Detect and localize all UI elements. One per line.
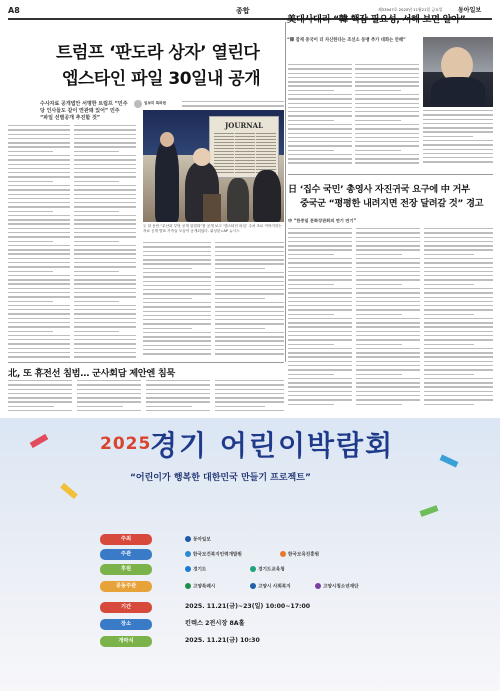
cohost-logo-2: 고양시 사회복지 — [250, 583, 291, 590]
expo-period-value: 2025. 11.21(금)~23(일) 10:00~17:00 — [185, 603, 311, 610]
organizer-logo-2: 한국보육진흥원 — [280, 551, 319, 558]
expo-opening-value: 2025. 11.21(금) 10:30 — [185, 637, 260, 644]
expo-row-label: 공동주관 — [100, 581, 152, 592]
person-face — [193, 148, 211, 166]
main-byline: 임보미 특파원 — [144, 101, 167, 105]
expo-row-label: 개막식 — [100, 636, 152, 647]
sponsor-logo-1: 경기도 — [185, 566, 206, 573]
sponsor-logo-2: 경기도교육청 — [250, 566, 285, 573]
main-photo-caption: 두 달 동안 “무산되 부당 공개 입법화”를 공개 보고 ‘엡스타인 파일’ 주차 조로 이야기하는 자료 공개 발표 가족들 모습이 공개되었다. 워싱턴=AP 뉴시스 — [143, 224, 282, 233]
main-headline-line2: 엡스타인 파일 30일내 공개 — [62, 69, 261, 89]
ribbon-decoration — [60, 483, 78, 499]
cohost-logo-3: 고양시청소년재단 — [315, 583, 359, 590]
expo-year: 2025 — [100, 434, 152, 454]
expo-row-label: 주관 — [100, 549, 152, 560]
issue-meta: 제33947호 2025년 11월21일 금요일 — [378, 7, 443, 12]
bottom-left-headline: 北, 또 휴전선 침범… 군사회담 제안엔 침묵 — [8, 368, 175, 379]
expo-row-label: 장소 — [100, 619, 152, 630]
person-figure — [227, 178, 249, 222]
ribbon-decoration — [30, 434, 49, 448]
person-face — [160, 132, 174, 147]
right1-body-col1 — [288, 64, 352, 168]
main-body-col2 — [74, 125, 136, 363]
right2-body-col3 — [424, 228, 493, 413]
right2-body-col2 — [356, 228, 420, 413]
right2-body-col1 — [288, 228, 352, 413]
expo-venue-value: 킨텍스 2전시장 8A홀 — [185, 620, 245, 627]
person-figure — [155, 140, 179, 222]
newspaper-logo: 동아일보 — [458, 7, 482, 14]
right-headline-1: 美대사대리 “韓 핵잠 필요성, 서해 보면 알아” — [287, 14, 466, 25]
section-label: 종합 — [236, 7, 250, 15]
column-divider — [285, 22, 286, 362]
expo-row-label: 후원 — [100, 564, 152, 575]
poster: JOURNAL — [209, 116, 279, 178]
right-subheadline-1: “韓 잠재 중국이 더 자신한다는 조선소 동맹 추가 대화는 안해” — [287, 38, 406, 43]
right-photo-side-text — [423, 110, 493, 170]
host-logo: 동아일보 — [185, 536, 211, 543]
reporter-avatar — [134, 100, 142, 108]
person-figure — [431, 77, 485, 107]
main-headline-line1: 트럼프 ‘판도라 상자’ 열린다 — [56, 43, 260, 63]
story-divider — [288, 174, 493, 175]
main-body-col4 — [215, 242, 284, 362]
bl-body-col1 — [8, 380, 72, 414]
story-divider — [8, 362, 284, 363]
expo-title: 경기 어린이박람회 — [150, 429, 395, 462]
bl-body-col2 — [77, 380, 141, 414]
expo-row-label: 기간 — [100, 602, 152, 613]
ribbon-decoration — [440, 454, 459, 467]
right-headline-2-line2: 중국군 “평평한 내려지면 전장 달려갈 것” 경고 — [300, 198, 484, 209]
expo-slogan: “어린이가 행복한 대한민국 만들기 프로젝트” — [130, 473, 311, 483]
right1-body-col2 — [355, 64, 419, 168]
right-headline-2-line1: 日 ‘집수 국민’ 총영사 자진귀국 요구에 中 거부 — [288, 184, 470, 195]
main-photo — [143, 110, 284, 222]
expo-row-label: 주최 — [100, 534, 152, 545]
main-subheadline: 수사자료 공개법안 서명한 트럼프 “민주당 인사들도 같이 연관돼 있어” 민주 “파일 선별공개 추진할 것” — [40, 101, 128, 121]
person-figure — [253, 170, 281, 222]
main-body-col3 — [143, 242, 211, 362]
page-number: A8 — [8, 6, 20, 15]
expo-advertisement — [0, 418, 500, 691]
cohost-logo-1: 고양특례시 — [185, 583, 215, 590]
bl-body-col4 — [215, 380, 284, 414]
bl-body-col3 — [146, 380, 210, 414]
main-body-col1 — [8, 125, 70, 363]
organizer-logo-1: 한국보건복지인력개발원 — [185, 551, 242, 558]
podium — [203, 194, 221, 222]
right-photo — [423, 37, 493, 107]
ribbon-decoration — [420, 505, 439, 517]
right2-section-label: 中 “한중일 문화장관회의 연기 연기” — [288, 218, 357, 223]
